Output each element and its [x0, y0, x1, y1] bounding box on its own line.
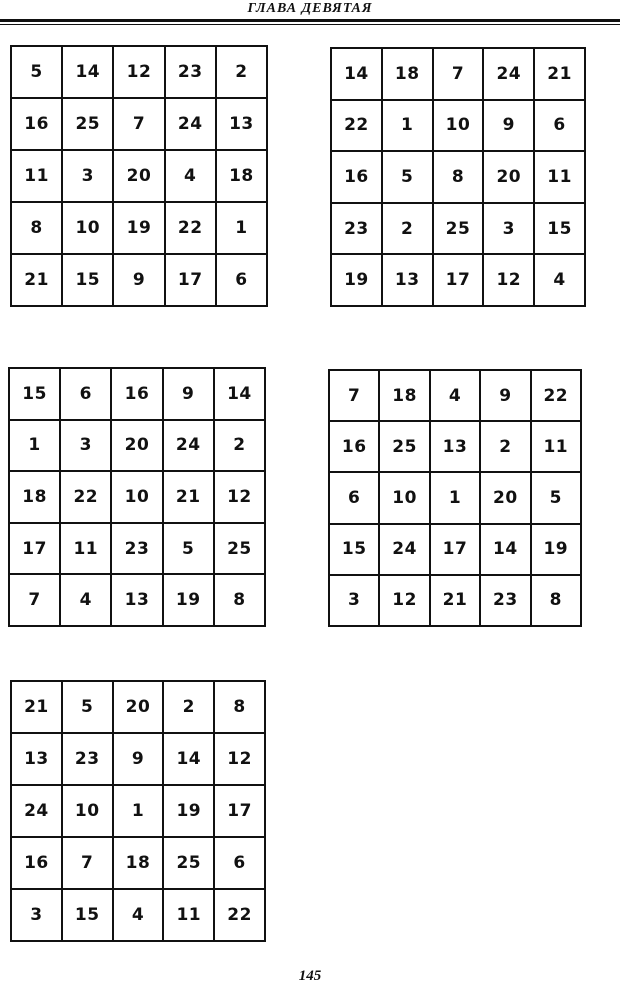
- table-cell: 22: [215, 890, 266, 942]
- table-cell: 17: [434, 255, 485, 307]
- table-cell: 15: [535, 204, 586, 256]
- table-cell: 4: [61, 575, 112, 627]
- table-cell: 22: [532, 371, 582, 422]
- table-cell: 24: [166, 99, 217, 151]
- table-cell: 20: [114, 151, 165, 203]
- table-cell: 22: [166, 203, 217, 255]
- table-cell: 18: [383, 49, 434, 101]
- table-cell: 16: [12, 838, 63, 890]
- table-cell: 14: [164, 734, 215, 786]
- table-cell: 2: [383, 204, 434, 256]
- table-cell: 7: [330, 371, 380, 422]
- number-table-1: [10, 45, 268, 307]
- table-cell: 16: [112, 369, 163, 421]
- table-cell: 8: [215, 682, 266, 734]
- table-cell: 1: [10, 421, 61, 473]
- table-cell: 3: [330, 576, 380, 627]
- table-cell: 10: [63, 203, 114, 255]
- table-cell: 10: [63, 786, 114, 838]
- table-cell: 12: [380, 576, 430, 627]
- table-cell: 17: [10, 524, 61, 576]
- table-cell: 24: [484, 49, 535, 101]
- table-cell: 3: [12, 890, 63, 942]
- table-cell: 4: [114, 890, 165, 942]
- table-cell: 23: [112, 524, 163, 576]
- table-cell: 11: [532, 422, 582, 473]
- table-cell: 25: [434, 204, 485, 256]
- table-cell: 6: [330, 473, 380, 524]
- table-cell: 7: [434, 49, 485, 101]
- table-cell: 19: [114, 203, 165, 255]
- table-cell: 6: [217, 255, 268, 307]
- table-cell: 22: [332, 101, 383, 153]
- table-cell: 18: [217, 151, 268, 203]
- table-cell: 25: [164, 838, 215, 890]
- table-cell: 1: [114, 786, 165, 838]
- table-cell: 2: [481, 422, 531, 473]
- table-cell: 25: [63, 99, 114, 151]
- table-cell: 16: [330, 422, 380, 473]
- table-cell: 20: [114, 682, 165, 734]
- table-cell: 5: [12, 47, 63, 99]
- table-cell: 3: [63, 151, 114, 203]
- table-cell: 1: [431, 473, 481, 524]
- table-cell: 23: [332, 204, 383, 256]
- table-cell: 11: [164, 890, 215, 942]
- table-cell: 3: [484, 204, 535, 256]
- table-cell: 19: [164, 575, 215, 627]
- table-cell: 12: [114, 47, 165, 99]
- table-cell: 13: [112, 575, 163, 627]
- table-cell: 10: [112, 472, 163, 524]
- table-cell: 8: [215, 575, 266, 627]
- table-cell: 22: [61, 472, 112, 524]
- table-cell: 2: [215, 421, 266, 473]
- table-cell: 10: [434, 101, 485, 153]
- page-number: 145: [298, 968, 322, 984]
- table-cell: 12: [484, 255, 535, 307]
- table-cell: 17: [431, 525, 481, 576]
- table-cell: 3: [61, 421, 112, 473]
- table-cell: 11: [12, 151, 63, 203]
- table-cell: 13: [383, 255, 434, 307]
- table-cell: 16: [332, 152, 383, 204]
- table-cell: 19: [532, 525, 582, 576]
- table-cell: 9: [484, 101, 535, 153]
- table-cell: 23: [63, 734, 114, 786]
- table-cell: 23: [481, 576, 531, 627]
- table-cell: 9: [164, 369, 215, 421]
- table-cell: 5: [63, 682, 114, 734]
- number-table-5: [10, 680, 266, 942]
- table-cell: 12: [215, 734, 266, 786]
- table-cell: 4: [166, 151, 217, 203]
- table-cell: 9: [114, 734, 165, 786]
- table-cell: 10: [380, 473, 430, 524]
- table-cell: 21: [12, 255, 63, 307]
- table-cell: 6: [61, 369, 112, 421]
- table-cell: 16: [12, 99, 63, 151]
- table-cell: 2: [164, 682, 215, 734]
- table-cell: 1: [383, 101, 434, 153]
- table-cell: 7: [114, 99, 165, 151]
- table-cell: 21: [431, 576, 481, 627]
- table-cell: 20: [484, 152, 535, 204]
- table-cell: 15: [63, 255, 114, 307]
- table-cell: 23: [166, 47, 217, 99]
- header-rule-thick: [0, 19, 620, 22]
- table-cell: 11: [61, 524, 112, 576]
- table-cell: 15: [10, 369, 61, 421]
- table-cell: 12: [215, 472, 266, 524]
- table-cell: 2: [217, 47, 268, 99]
- table-cell: 6: [215, 838, 266, 890]
- table-cell: 4: [431, 371, 481, 422]
- table-cell: 5: [532, 473, 582, 524]
- table-cell: 13: [217, 99, 268, 151]
- table-cell: 4: [535, 255, 586, 307]
- page-header: ГЛАВА ДЕВЯТАЯ: [247, 1, 373, 16]
- table-cell: 14: [481, 525, 531, 576]
- table-cell: 8: [532, 576, 582, 627]
- header-rule-thin: [0, 24, 620, 25]
- table-cell: 5: [164, 524, 215, 576]
- table-cell: 14: [215, 369, 266, 421]
- table-cell: 11: [535, 152, 586, 204]
- table-cell: 25: [380, 422, 430, 473]
- table-cell: 24: [12, 786, 63, 838]
- table-cell: 13: [431, 422, 481, 473]
- table-cell: 17: [166, 255, 217, 307]
- table-cell: 18: [380, 371, 430, 422]
- number-table-3: [8, 367, 266, 627]
- table-cell: 19: [332, 255, 383, 307]
- table-cell: 17: [215, 786, 266, 838]
- table-cell: 15: [63, 890, 114, 942]
- table-cell: 18: [10, 472, 61, 524]
- table-cell: 15: [330, 525, 380, 576]
- table-cell: 9: [481, 371, 531, 422]
- table-cell: 21: [164, 472, 215, 524]
- table-cell: 13: [12, 734, 63, 786]
- table-cell: 24: [380, 525, 430, 576]
- table-cell: 14: [332, 49, 383, 101]
- table-cell: 7: [10, 575, 61, 627]
- table-cell: 6: [535, 101, 586, 153]
- table-cell: 21: [12, 682, 63, 734]
- table-cell: 9: [114, 255, 165, 307]
- table-cell: 14: [63, 47, 114, 99]
- table-cell: 1: [217, 203, 268, 255]
- table-cell: 20: [112, 421, 163, 473]
- table-cell: 8: [434, 152, 485, 204]
- table-cell: 18: [114, 838, 165, 890]
- table-cell: 19: [164, 786, 215, 838]
- number-table-4: [328, 369, 582, 627]
- table-cell: 21: [535, 49, 586, 101]
- number-table-2: [330, 47, 586, 307]
- table-cell: 7: [63, 838, 114, 890]
- table-cell: 25: [215, 524, 266, 576]
- table-cell: 20: [481, 473, 531, 524]
- table-cell: 24: [164, 421, 215, 473]
- table-cell: 5: [383, 152, 434, 204]
- table-cell: 8: [12, 203, 63, 255]
